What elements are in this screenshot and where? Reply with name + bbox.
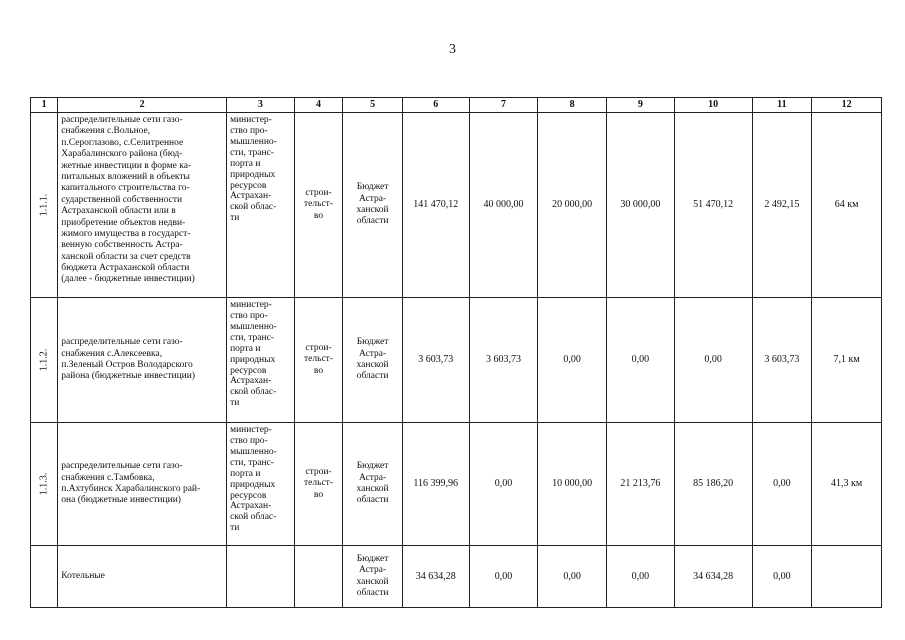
value-col7: 0,00 xyxy=(469,423,538,546)
funding-source: Бюджет Астра- ханской области xyxy=(343,113,403,298)
value-col9: 0,00 xyxy=(607,546,675,608)
program-table xyxy=(30,97,882,608)
row-number-cell xyxy=(31,423,58,546)
executor: министер- ство про- мышленно- сти, транс- порта и природных ресурсов Астрахан- ской облас- ти xyxy=(227,298,295,423)
value-col8: 10 000,00 xyxy=(538,423,607,546)
value-col11: 3 603,73 xyxy=(752,298,812,423)
value-col12 xyxy=(812,546,882,608)
value-col8: 0,00 xyxy=(538,546,607,608)
column-header: 9 xyxy=(607,98,675,113)
column-header: 11 xyxy=(752,98,812,113)
row-number: 1.1.3. xyxy=(38,472,50,496)
value-col10: 85 186,20 xyxy=(674,423,752,546)
value-col7: 3 603,73 xyxy=(469,298,538,423)
column-header: 5 xyxy=(343,98,403,113)
column-header: 1 xyxy=(31,98,58,113)
object-name: распределительные сети газо- снабжения с.Алексеевка, п.Зеленый Остров Володарского района (бюджетные инвестиции) xyxy=(58,298,227,423)
value-col11: 2 492,15 xyxy=(752,113,812,298)
executor: министер- ство про- мышленно- сти, транс- порта и природных ресурсов Астрахан- ской облас- ти xyxy=(227,423,295,546)
object-name: распределительные сети газо- снабжения с.Тамбовка, п.Ахтубинск Харабалинского рай- она (бюджетные инвестиции) xyxy=(58,423,227,546)
work-type: строи- тельст- во xyxy=(294,113,343,298)
row-number-cell xyxy=(31,298,58,423)
value-col9: 0,00 xyxy=(607,298,675,423)
value-col10: 51 470,12 xyxy=(674,113,752,298)
value-col10: 34 634,28 xyxy=(674,546,752,608)
value-col8: 20 000,00 xyxy=(538,113,607,298)
column-header: 12 xyxy=(812,98,882,113)
work-type: строи- тельст- во xyxy=(294,298,343,423)
column-header: 10 xyxy=(674,98,752,113)
value-col12: 64 км xyxy=(812,113,882,298)
value-col9: 21 213,76 xyxy=(607,423,675,546)
funding-source: Бюджет Астра- ханской области xyxy=(343,298,403,423)
value-col12: 41,3 км xyxy=(812,423,882,546)
row-number: 1.1.2. xyxy=(38,348,50,372)
table-row xyxy=(31,113,882,298)
column-header: 8 xyxy=(538,98,607,113)
object-name: распределительные сети газо- снабжения с.Вольное, п.Сероглазово, с.Селитренное Харабалинского района (бюд- жетные инвестиции в форме ка- питальных вложений в объекты капитального строительства го- сударственной собственности Астраханской области или в приобретение объектов недви- жимого имущества в государст- венную собственность Астра- ханской области за счет средств бюджета Астраханской области (далее - бюджетные инвестиции) xyxy=(58,113,227,298)
value-col6: 3 603,73 xyxy=(402,298,469,423)
value-col7: 40 000,00 xyxy=(469,113,538,298)
value-col8: 0,00 xyxy=(538,298,607,423)
executor xyxy=(227,546,295,608)
column-header: 2 xyxy=(58,98,227,113)
object-name: Котельные xyxy=(58,546,227,608)
table-row xyxy=(31,546,882,608)
table-row xyxy=(31,423,882,546)
value-col11: 0,00 xyxy=(752,546,812,608)
value-col9: 30 000,00 xyxy=(607,113,675,298)
value-col6: 141 470,12 xyxy=(402,113,469,298)
funding-source: Бюджет Астра- ханской области xyxy=(343,423,403,546)
work-type: строи- тельст- во xyxy=(294,423,343,546)
row-number-cell xyxy=(31,546,58,608)
executor: министер- ство про- мышленно- сти, транс- порта и природных ресурсов Астрахан- ской облас- ти xyxy=(227,113,295,298)
table-row xyxy=(31,298,882,423)
column-header: 6 xyxy=(402,98,469,113)
value-col6: 34 634,28 xyxy=(402,546,469,608)
page-number: 3 xyxy=(449,42,456,57)
value-col10: 0,00 xyxy=(674,298,752,423)
value-col11: 0,00 xyxy=(752,423,812,546)
header-row xyxy=(31,98,882,113)
value-col7: 0,00 xyxy=(469,546,538,608)
funding-source: Бюджет Астра- ханской области xyxy=(343,546,403,608)
value-col12: 7,1 км xyxy=(812,298,882,423)
row-number-cell xyxy=(31,113,58,298)
value-col6: 116 399,96 xyxy=(402,423,469,546)
column-header: 7 xyxy=(469,98,538,113)
column-header: 4 xyxy=(294,98,343,113)
work-type xyxy=(294,546,343,608)
column-header: 3 xyxy=(227,98,295,113)
row-number: 1.1.1. xyxy=(38,193,50,217)
